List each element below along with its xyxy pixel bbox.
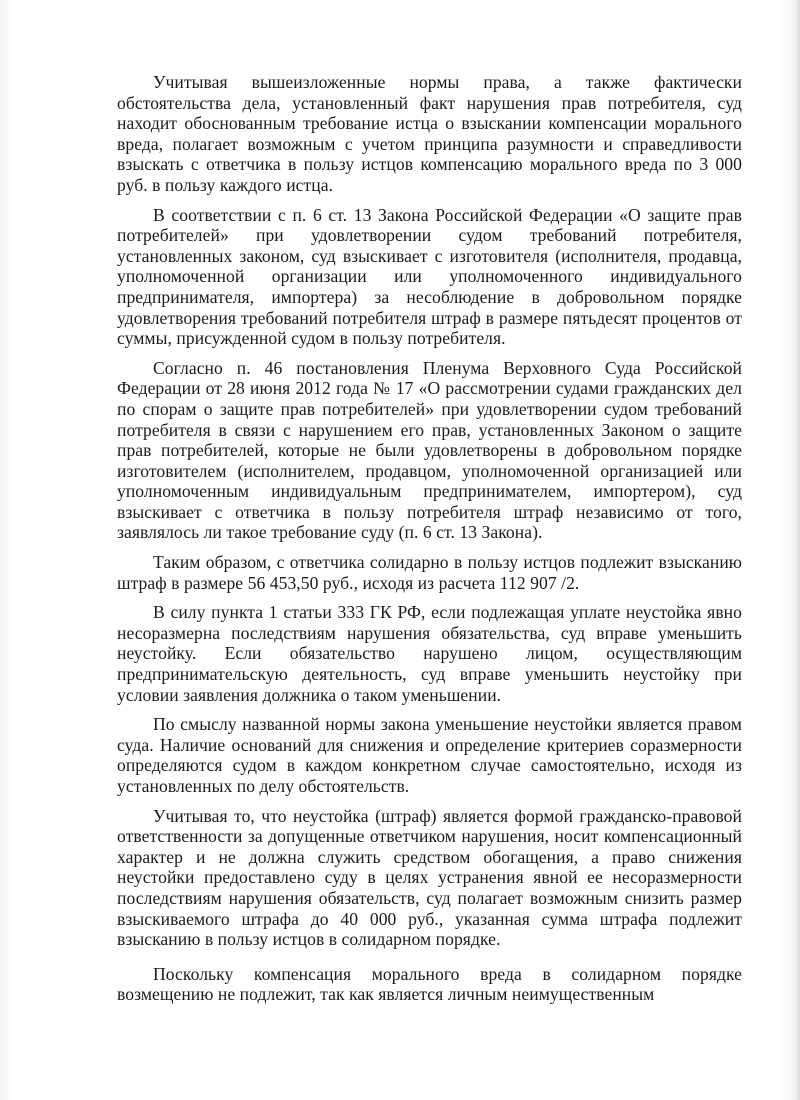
paragraph-consumer-law-fine: В соответствии с п. 6 ст. 13 Закона Российской Федерации «О защите прав потребителей» при удовлетворении судом требований потребителя, установленных законом, суд взыскивает с изготовителя (исполнителя, продавца, уполномоченной организации или уполномоченного индивидуального предпринимателя, импортера) за несоблюдение в добровольном порядке удовлетворения требований потребителя штраф в размере пятьдесят процентов от суммы, присужденной судом в пользу потребителя. — [117, 204, 742, 349]
paragraph-plenum-resolution: Согласно п. 46 постановления Пленума Верховного Суда Российской Федерации от 28 июня 2012 года № 17 «О рассмотрении судами гражданских дел по спорам о защите прав потребителей» при удовлетворении судом требований потребителя в связи с нарушением его прав, установленных Законом о защите прав потребителей, которые не были удовлетворены в добровольном порядке изготовителем (исполнителем, продавцом, уполномоченной организацией или уполномоченным индивидуальным предпринимателем, импортером), суд взыскивает с ответчика в пользу потребителя штраф независимо от того, заявлялось ли такое требование суду (п. 6 ст. 13 Закона). — [117, 357, 742, 543]
paragraph-fine-calculation: Таким образом, с ответчика солидарно в пользу истцов подлежит взысканию штраф в размере 56 453,50 руб., исходя из расчета 112 907 /2. — [117, 552, 742, 593]
paragraph-joint-liability: Поскольку компенсация морального вреда в солидарном порядке возмещению не подлежит, так как является личным неимущественным — [117, 963, 742, 1005]
document-body — [117, 72, 742, 1005]
paragraph-court-discretion: По смыслу названной нормы закона уменьшение неустойки является правом суда. Наличие оснований для снижения и определение критериев соразмерности определяются судом в каждом конкретном случае самостоятельно, исходя из установленных по делу обстоятельств. — [117, 714, 742, 796]
paragraph-fine-reduction: Учитывая то, что неустойка (штраф) является формой гражданско-правовой ответственности за допущенные ответчиком нарушения, носит компенсационный характер и не должна служить средством обогащения, а право снижения неустойки предоставлено суду в целях устранения явной ее несоразмерности последствиям нарушения обязательств, суд полагает возможным снизить размер взыскиваемого штрафа до 40 000 руб., указанная сумма штрафа подлежит взысканию в пользу истцов в солидарном порядке. — [117, 805, 742, 950]
paragraph-moral-damages: Учитывая вышеизложенные нормы права, а также фактически обстоятельства дела, установленный факт нарушения прав потребителя, суд находит обоснованным требование истца о взыскании компенсации морального вреда, полагает возможным с учетом принципа разумности и справедливости взыскать с ответчика в пользу истцов компенсацию морального вреда по 3 000 руб. в пользу каждого истца. — [117, 72, 742, 195]
page-edge-shadow — [794, 0, 800, 1100]
paragraph-article-333: В силу пункта 1 статьи 333 ГК РФ, если подлежащая уплате неустойка явно несоразмерна последствиям нарушения обязательства, суд вправе уменьшить неустойку. Если обязательство нарушено лицом, осуществляющим предпринимательскую деятельность, суд вправе уменьшить неустойку при условии заявления должника о таком уменьшении. — [117, 602, 742, 705]
